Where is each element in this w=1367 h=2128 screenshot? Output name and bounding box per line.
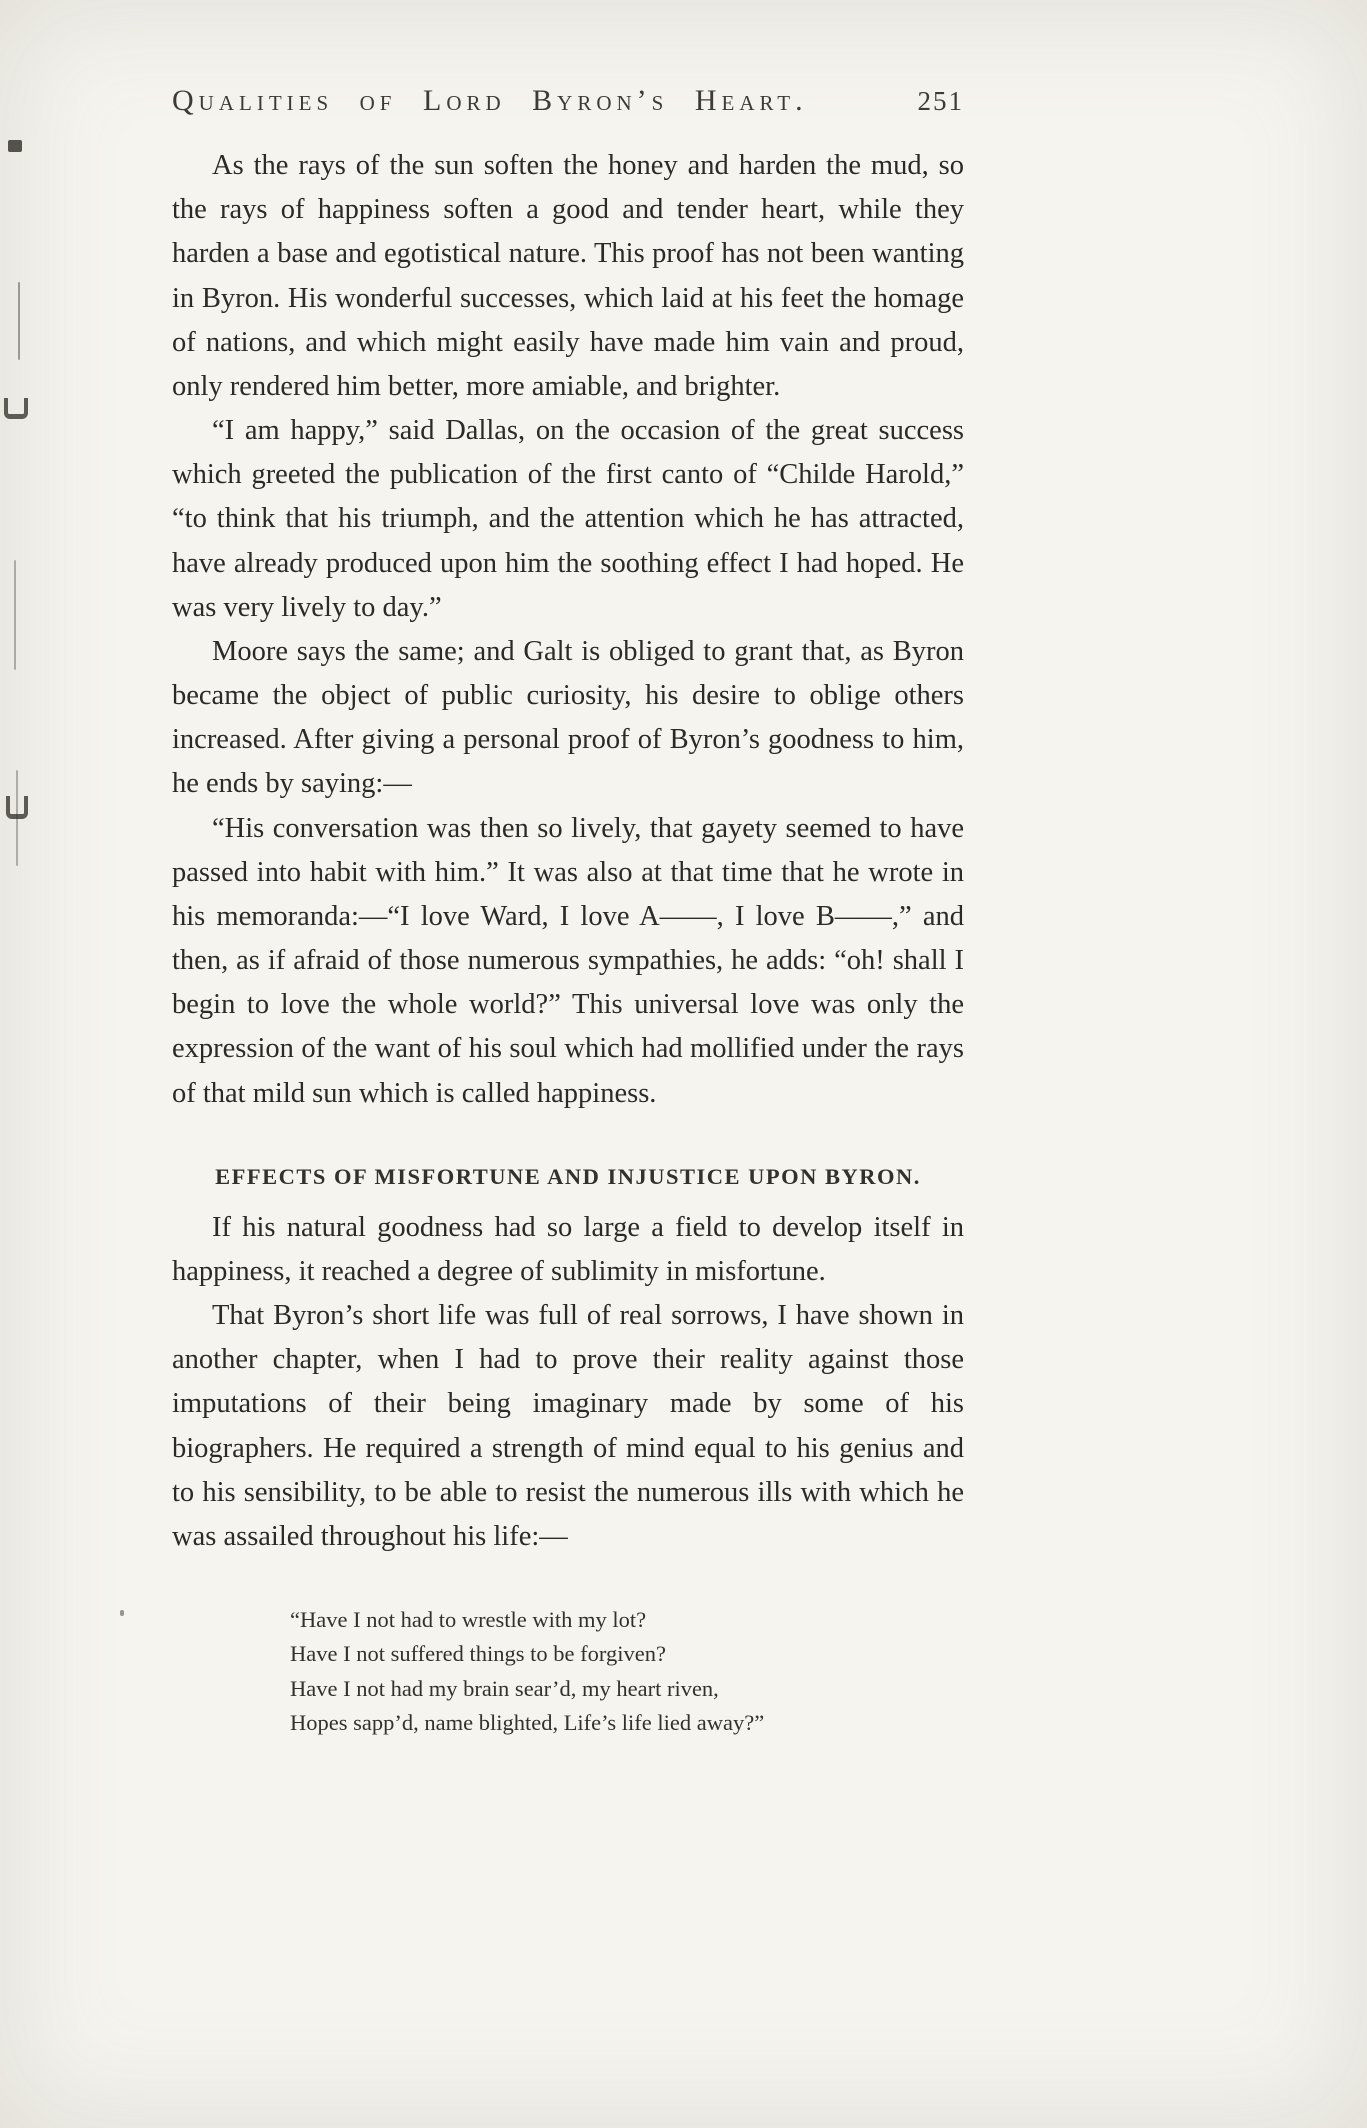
paragraph: “His conversation was then so lively, that gayety seemed to have passed into habit with him.” It was also at that time that he wrote in his memoranda:—“I love Ward, I love A——, I love B——,” and then, as if afraid of those numerous sympathies, he adds: “oh! shall I begin to love the whole world?” This universal love was only the expression of the want of his soul which had mollified under the rays of that mild sun which is called happiness.	[172, 812, 964, 1109]
verse-line: Hopes sapp’d, name blighted, Life’s life lied away?”	[290, 1709, 765, 1735]
verse-line: “Have I not had to wrestle with my lot?	[290, 1607, 647, 1633]
text-block	[172, 84, 964, 1740]
running-title: Qualities of Lord Byron’s Heart.	[172, 84, 808, 117]
verse-line: Have I not suffered things to be forgiven?	[290, 1641, 666, 1667]
paragraph: That Byron’s short life was full of real sorrows, I have shown in another chapter, when I had to prove their reality against those imputations of their being imaginary made by some of his biographers. He required a strength of mind equal to his genius and to his sensibility, to be able to resist the numerous ills with which he was assailed throughout his life:—	[172, 1300, 964, 1552]
running-header	[172, 84, 964, 118]
paragraph: “I am happy,” said Dallas, on the occasion of the great success which greeted the publication of the first canto of “Childe Harold,” “to think that his triumph, and the attention which he has attracted, have already produced upon him the soothing effect I had hoped. He was very lively to day.”	[172, 415, 964, 623]
paragraph: As the rays of the sun soften the honey and harden the mud, so the rays of happiness soften a good and tender heart, while they harden a base and egotistical nature. This proof has not been wanting in Byron. His wonderful successes, which laid at his feet the homage of nations, and which might easily have made him vain and proud, only rendered him better, more amiable, and brighter.	[172, 150, 964, 402]
verse-line: Have I not had my brain sear’d, my heart riven,	[290, 1675, 719, 1701]
verse-quotation	[290, 1603, 964, 1740]
margin-line-mark	[18, 282, 20, 360]
page-number: 251	[917, 86, 964, 116]
paragraph: If his natural goodness had so large a field to develop itself in happiness, it reached a degree of sublimity in misfortune.	[172, 1211, 964, 1287]
margin-line-mark	[16, 770, 18, 866]
body-copy	[172, 144, 964, 1740]
ink-mark	[8, 140, 22, 152]
section-heading: EFFECTS OF MISFORTUNE AND INJUSTICE UPON BYRON.	[215, 1163, 921, 1189]
margin-quote-mark	[4, 398, 28, 419]
paragraph: Moore says the same; and Galt is obliged to grant that, as Byron became the object of public curiosity, his desire to oblige others increased. After giving a personal proof of Byron’s goodness to him, he ends by saying:—	[172, 635, 964, 800]
margin-line-mark	[14, 560, 16, 670]
ink-speck	[120, 1610, 124, 1616]
